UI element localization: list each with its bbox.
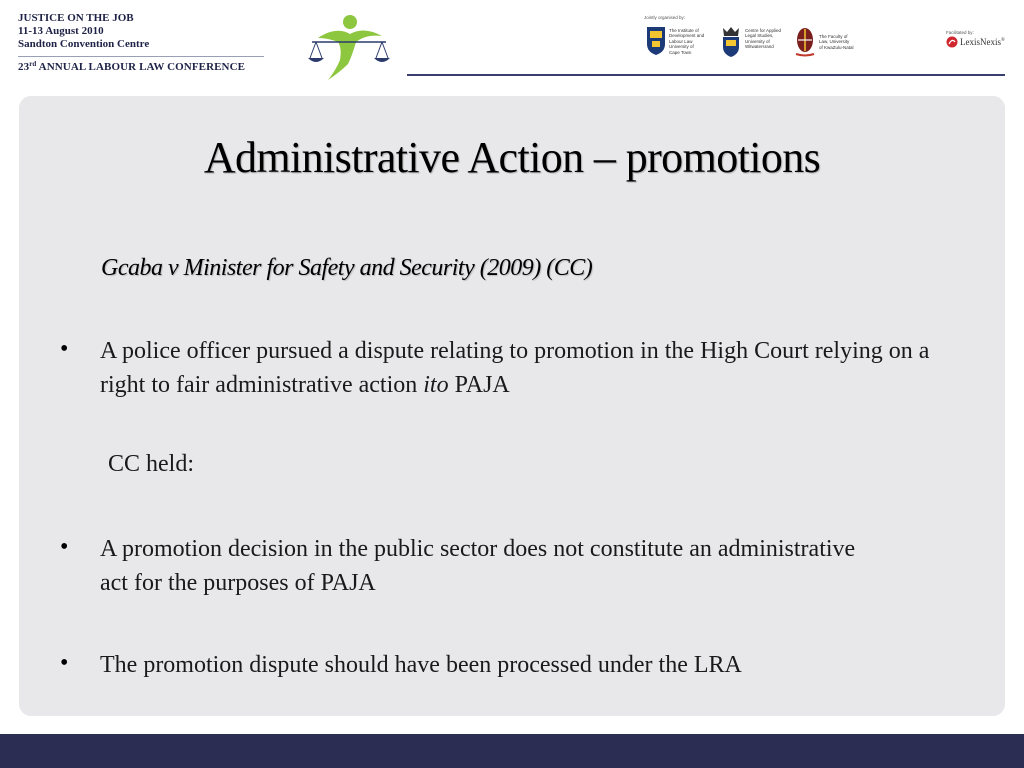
org-uct: The Institute of Development and Labour Law University of Cape Town [646, 26, 713, 60]
ito-italic: ito [423, 372, 449, 398]
header-rule [407, 74, 1005, 76]
slide-title: Administrative Action – promotions [203, 133, 821, 182]
sponsor-mark: ® [1001, 38, 1005, 43]
content-panel [19, 96, 1005, 716]
sponsor-name: LexisNexis [960, 37, 1001, 47]
bullet-item-1: A police officer pursued a dispute relating to promotion in the High Court relying on a right to fair administrative action ito PAJA [100, 338, 930, 398]
cc-held-label: CC held: [108, 451, 195, 477]
case-citation: Gcaba v Minister for Safety and Security (2009) (CC) [101, 255, 593, 281]
bullet-marker-1: • [60, 336, 69, 362]
justice-logo-icon [306, 12, 392, 88]
facilitated-by-label: Facilitated by: [946, 30, 974, 35]
org-ukzn: The Faculty of Law, University of KwaZulu-Natal [794, 26, 863, 60]
conference-title: JUSTICE ON THE JOB [18, 12, 134, 24]
bullet-marker-3: • [60, 650, 69, 676]
org-wits: Centre for Applied Legal Studies, University of Witwatersrand [720, 26, 789, 60]
ukzn-crest-icon [794, 26, 816, 58]
bullet-marker-2: • [60, 534, 69, 560]
footer-band [0, 734, 1024, 768]
conference-venue: Sandton Convention Centre [18, 38, 150, 50]
conference-divider [18, 56, 264, 57]
lexisnexis-logo [946, 36, 1005, 48]
wits-crest-icon [720, 26, 742, 58]
organised-by-label: Jointly organised by: [644, 15, 686, 20]
bullet-item-2: A promotion decision in the public sector does not constitute an administrative act for the purposes of PAJA [100, 536, 856, 596]
bullet-item-3: The promotion dispute should have been processed under the LRA [100, 652, 742, 678]
uct-crest-icon [646, 26, 666, 56]
conference-annual: 23rd ANNUAL LABOUR LAW CONFERENCE [18, 60, 246, 73]
conference-dates: 11-13 August 2010 [18, 25, 104, 37]
conference-info [18, 12, 264, 73]
lexisnexis-swirl-icon [946, 36, 958, 48]
